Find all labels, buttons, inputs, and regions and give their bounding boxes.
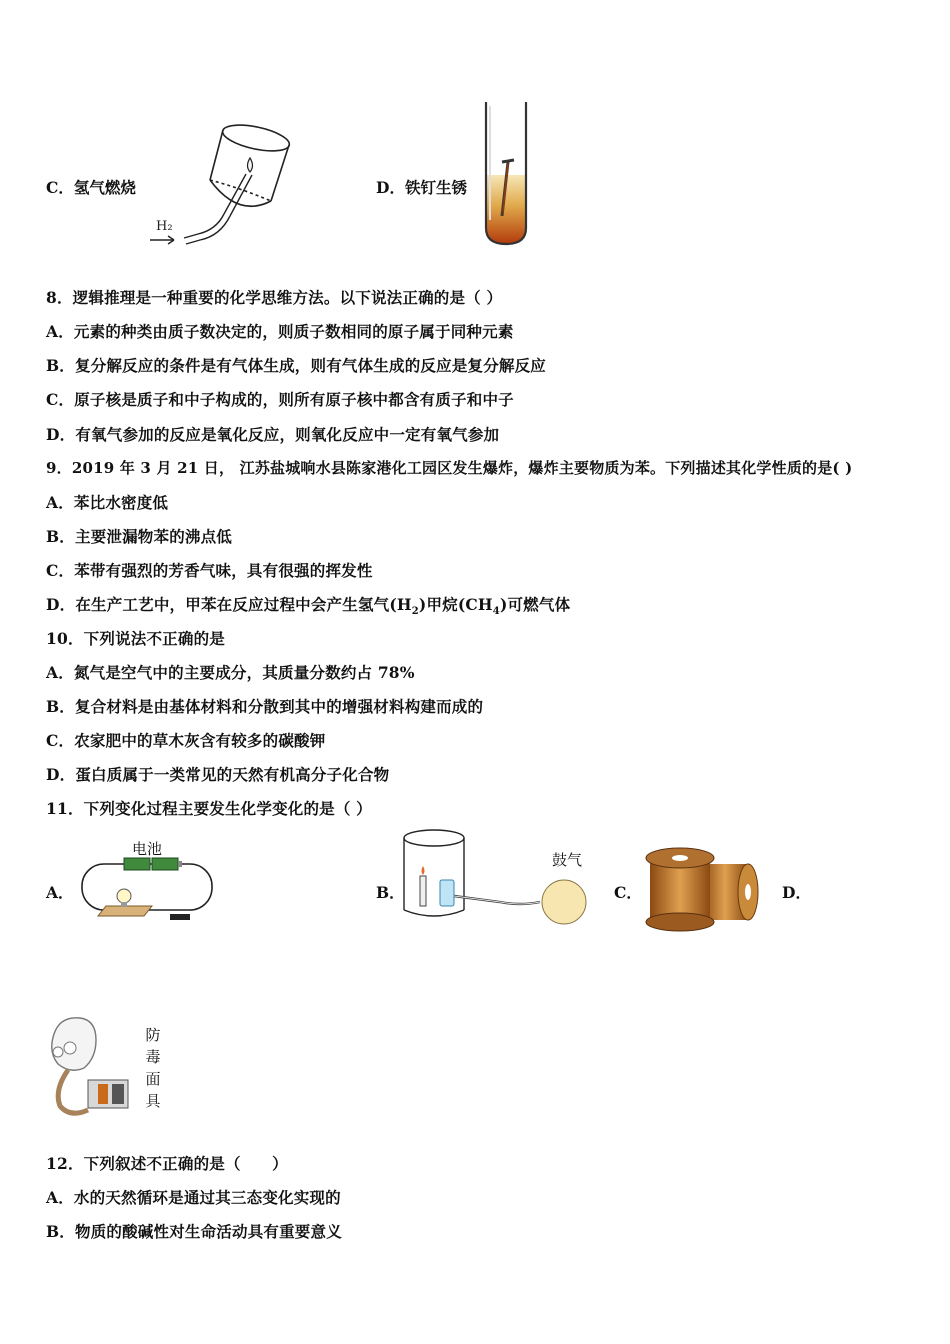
q9-d-text-1: D．在生产工艺中，甲苯在反应过程中会产生氢气(H: [46, 595, 412, 614]
q8-option-d: D．有氧气参加的反应是氧化反应，则氧化反应中一定有氧气参加: [46, 425, 500, 444]
q8-stem: 8．逻辑推理是一种重要的化学思维方法。以下说法正确的是（ ）: [46, 288, 503, 307]
q10-option-b: B．复合材料是由基体材料和分散到其中的增强材料构建而成的: [46, 697, 484, 716]
q10-option-c: C．农家肥中的草木灰含有较多的碳酸钾: [46, 731, 326, 750]
q10-option-d: D．蛋白质属于一类常见的天然有机高分子化合物: [46, 765, 390, 784]
q12-stem: 12．下列叙述不正确的是（ ）: [46, 1154, 288, 1173]
q11-option-b-label: B．: [376, 883, 405, 902]
q9-option-d: [46, 593, 570, 617]
q11-stem: 11．下列变化过程主要发生化学变化的是（ ）: [46, 799, 372, 818]
q12-option-b: B．物质的酸碱性对生命活动具有重要意义: [46, 1222, 342, 1241]
q10-stem: 10．下列说法不正确的是: [46, 629, 225, 648]
q7-option-d: D．铁钉生锈: [376, 178, 467, 197]
q11-option-a-label: A．: [46, 883, 74, 902]
gas-mask-label-1: 防: [145, 1026, 161, 1044]
candle-jar-pump-figure: [400, 826, 600, 926]
rusting-nail-test-tube-figure: [478, 100, 534, 250]
gas-mask-label-3: 面: [145, 1070, 161, 1088]
q9-option-b: B．主要泄漏物苯的沸点低: [46, 527, 233, 546]
q9-d-sub-2: 4: [492, 606, 500, 618]
q9-d-text-2: )甲烷(CH: [418, 595, 493, 614]
q9-option-a: A．苯比水密度低: [46, 493, 169, 512]
q7-option-c: C．氢气燃烧: [46, 178, 136, 197]
h2-label: H₂: [156, 219, 173, 234]
q12-option-a: A．水的天然循环是通过其三态变化实现的: [46, 1188, 341, 1207]
gas-mask-label-2: 毒: [145, 1048, 161, 1066]
copper-wire-spools-figure: [640, 846, 764, 932]
q9-d-text-3: )可燃气体: [499, 595, 571, 614]
gas-mask-label-4: 具: [145, 1092, 161, 1110]
q8-option-a: A．元素的种类由质子数决定的，则质子数相同的原子属于同种元素: [46, 322, 514, 341]
battery-label: 电池: [132, 840, 163, 858]
q9-option-c: C．苯带有强烈的芳香气味，具有很强的挥发性: [46, 561, 373, 580]
q9-d-sub-1: 2: [411, 606, 419, 618]
q8-option-c: C．原子核是质子和中子构成的，则所有原子核中都含有质子和中子: [46, 390, 514, 409]
q10-option-a: A．氮气是空气中的主要成分，其质量分数约占 78%: [46, 663, 415, 682]
gas-mask-figure: [40, 1014, 136, 1120]
q11-option-d-label: D．: [782, 883, 811, 902]
hydrogen-burning-figure: [148, 118, 298, 248]
q11-option-c-label: C．: [614, 883, 642, 902]
q9-stem: 9．2019 年 3 月 21 日， 江苏盐城响水县陈家港化工园区发生爆炸，爆炸主要物质为苯。下列描述其化学性质的是( ): [46, 459, 853, 477]
q8-option-b: B．复分解反应的条件是有气体生成，则有气体生成的反应是复分解反应: [46, 356, 547, 375]
pump-label: 鼓气: [552, 851, 583, 869]
